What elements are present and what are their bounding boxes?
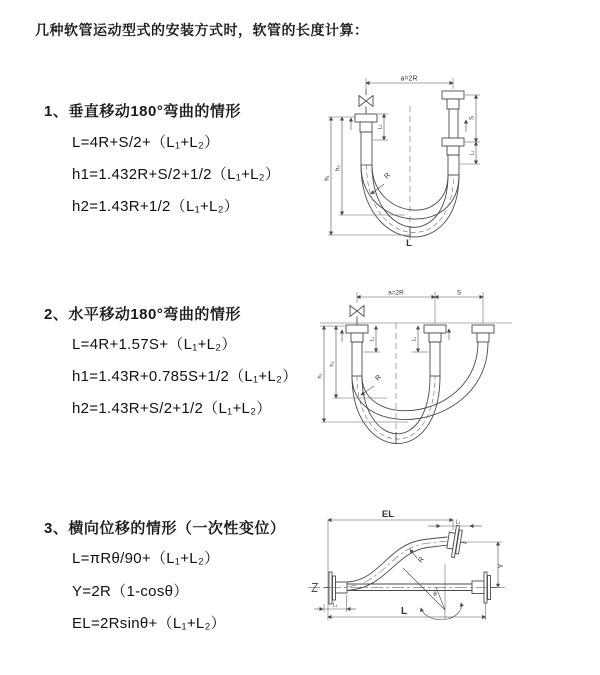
dim-a2r-s [357,290,483,324]
angle-theta [400,564,461,620]
dim-label-l: L [406,238,412,249]
hose-curves [361,106,459,240]
page-title: 几种软管运动型式的安装方式时，软管的长度计算： [35,22,369,38]
vertical-bend-diagram [310,68,595,264]
valve-icon [359,89,373,114]
dim-y [461,542,505,587]
dim-label-s: S [469,115,476,121]
dim-label-l1-right: L₁ [469,150,476,156]
hose-curve [347,537,449,591]
dim-label-h2: h₂ [335,165,342,171]
dim-label-r: R [417,555,426,565]
horizontal-bend-diagram [312,282,597,474]
section-1-heading: 1、垂直移动180°弯曲的情形 [44,103,241,120]
section-3-heading: 3、横向位移的情形（一次性变位） [44,520,286,537]
center-fitting [424,325,449,376]
dim-label-l1-left: L₁ [377,124,384,130]
tilted-flange [446,524,470,559]
dim-label-y: Y [496,563,505,569]
dim-label-el: EL [381,509,395,520]
dim-label-l: L [400,606,408,617]
dim-label-theta: θ [433,592,437,598]
section-2-heading: 2、水平移动180°弯曲的情形 [44,306,241,323]
section-1-formula-L: L=4R+S/2+（L₁+L₂） [72,134,220,151]
lateral-displacement-diagram [300,502,600,642]
dim-label-r: R [383,171,392,181]
section-2-formula-h1: h1=1.43R+0.785S+1/2（L₁+L₂） [72,368,298,385]
section-2-formula-h2: h2=1.43R+S/2+1/2（L₁+L₂） [72,400,272,417]
horizontal-bend-drawing [312,282,597,474]
dim-label-l1-top: L₁ [455,519,461,526]
section-1-formula-h1: h1=1.432R+S/2+1/2（L₁+L₂） [72,166,281,183]
dim-label-l1-a: L₁ [369,336,376,342]
valve-icon [350,306,364,326]
right-fitting [472,325,494,342]
dim-label-a2r: a=2R [388,289,404,297]
dim-label-h2: h₂ [329,361,336,367]
radius-pointer [361,374,383,395]
dim-label-r: R [374,373,383,383]
dim-a2r [366,76,453,90]
dim-label-l1-b: L₁ [411,336,418,342]
radius-pointer [410,550,426,565]
dim-label-h1: h₁ [324,175,331,181]
dim-h1-h2 [325,117,412,235]
section-2-formula-L: L=4R+1.57S+（L₁+L₂） [72,336,237,353]
lateral-displacement-drawing [300,502,600,642]
section-3-formula-L: L=πRθ/90+（L₁+L₂） [72,550,220,567]
length-label [406,226,412,249]
dim-s-l1-right [460,95,480,164]
left-fitting [342,325,368,376]
dim-label-h1: h₁ [317,373,324,379]
left-fitting [351,114,377,165]
dim-l [328,603,486,620]
section-1-formula-h2: h2=1.43R+1/2（L₁+L₂） [72,198,240,215]
radius-pointer [371,172,392,194]
dim-label-s: S [456,289,462,297]
vertical-bend-drawing [310,68,595,264]
dim-label-l1-bottom: L₁ [332,602,338,609]
left-flange [324,572,347,604]
section-3-formula-Y: Y=2R（1-cosθ） [72,583,189,600]
dim-label-a2r: a=2R [400,75,418,83]
right-fitting [442,91,466,175]
dim-l1-top [428,520,482,527]
section-3-formula-EL: EL=2Rsinθ+（L₁+L₂） [72,615,226,632]
